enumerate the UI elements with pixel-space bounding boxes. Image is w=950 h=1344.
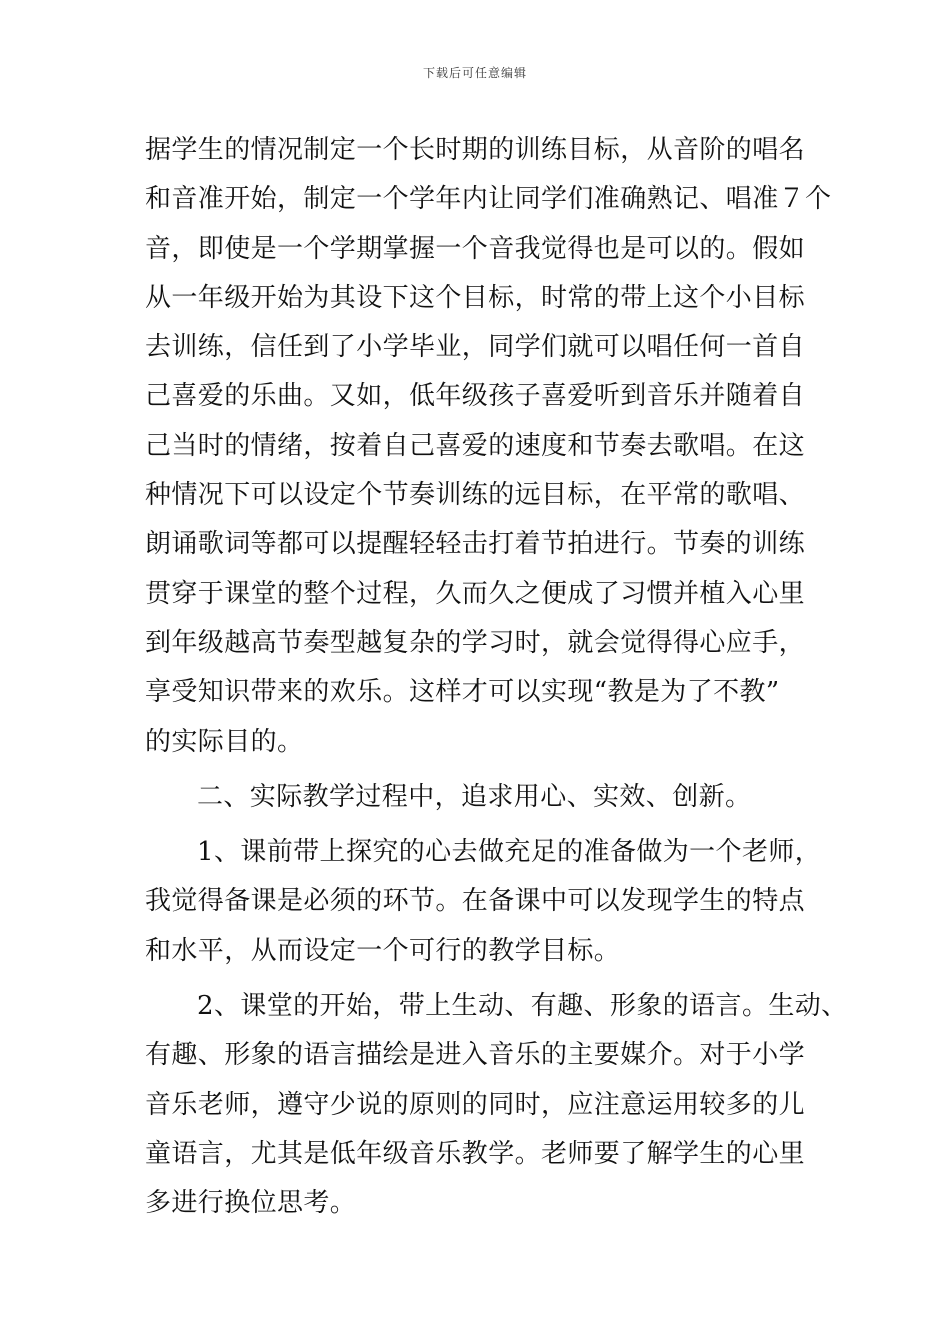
text-line: 从一年级开始为其设下这个目标，时常的带上这个小目标 (145, 282, 806, 313)
text-line: 我觉得备课是必须的环节。在备课中可以发现学生的特点 (145, 886, 806, 917)
text-line: 1、课前带上探究的心去做充足的准备做为一个老师， (197, 837, 822, 868)
page-header: 下载后可任意编辑 (422, 66, 527, 80)
text-line: 的实际目的。 (145, 726, 304, 757)
text-line: 种情况下可以设定个节奏训练的远目标，在平常的歌唱、 (145, 480, 806, 511)
text-line: 据学生的情况制定一个长时期的训练目标，从音阶的唱名 (145, 135, 806, 165)
section-heading-2: 二、实际教学过程中，追求用心、实效、创新。 (197, 781, 752, 812)
text-line: 到年级越高节奏型越复杂的学习时，就会觉得得心应手， (145, 627, 806, 658)
text-line: 童语言，尤其是低年级音乐教学。老师要了解学生的心里 (145, 1138, 806, 1169)
text-line: 朗诵歌词等都可以提醒轻轻击打着节拍进行。节奏的训练 (145, 529, 806, 560)
text-line: 音，即使是一个学期掌握一个音我觉得也是可以的。假如 (145, 233, 806, 264)
text-line: 音乐老师，遵守少说的原则的同时，应注意运用较多的儿 (145, 1089, 806, 1120)
paragraph-3 (145, 982, 848, 1228)
text-line: 去训练，信任到了小学毕业，同学们就可以唱任何一首自 (145, 332, 806, 363)
text-line: 2、课堂的开始，带上生动、有趣、形象的语言。生动、 (197, 991, 848, 1022)
paragraph-2 (145, 828, 845, 976)
document-body (145, 126, 848, 1229)
text-line: 有趣、形象的语言描绘是进入音乐的主要媒介。对于小学 (145, 1040, 806, 1071)
text-line: 贯穿于课堂的整个过程，久而久之便成了习惯并植入心里 (145, 578, 806, 609)
text-line: 己当时的情绪，按着自己喜爱的速度和节奏去歌唱。在这 (145, 430, 806, 461)
text-line: 多进行换位思考。 (145, 1188, 357, 1219)
text-line: 和水平，从而设定一个可行的教学目标。 (145, 935, 621, 966)
text-line: 享受知识带来的欢乐。这样才可以实现“教是为了不教” (145, 677, 780, 708)
text-line: 己喜爱的乐曲。又如，低年级孩子喜爱听到音乐并随着自 (145, 381, 806, 412)
text-line: 和音准开始，制定一个学年内让同学们准确熟记、唱准７个 (145, 184, 832, 215)
paragraph-1 (145, 126, 845, 767)
